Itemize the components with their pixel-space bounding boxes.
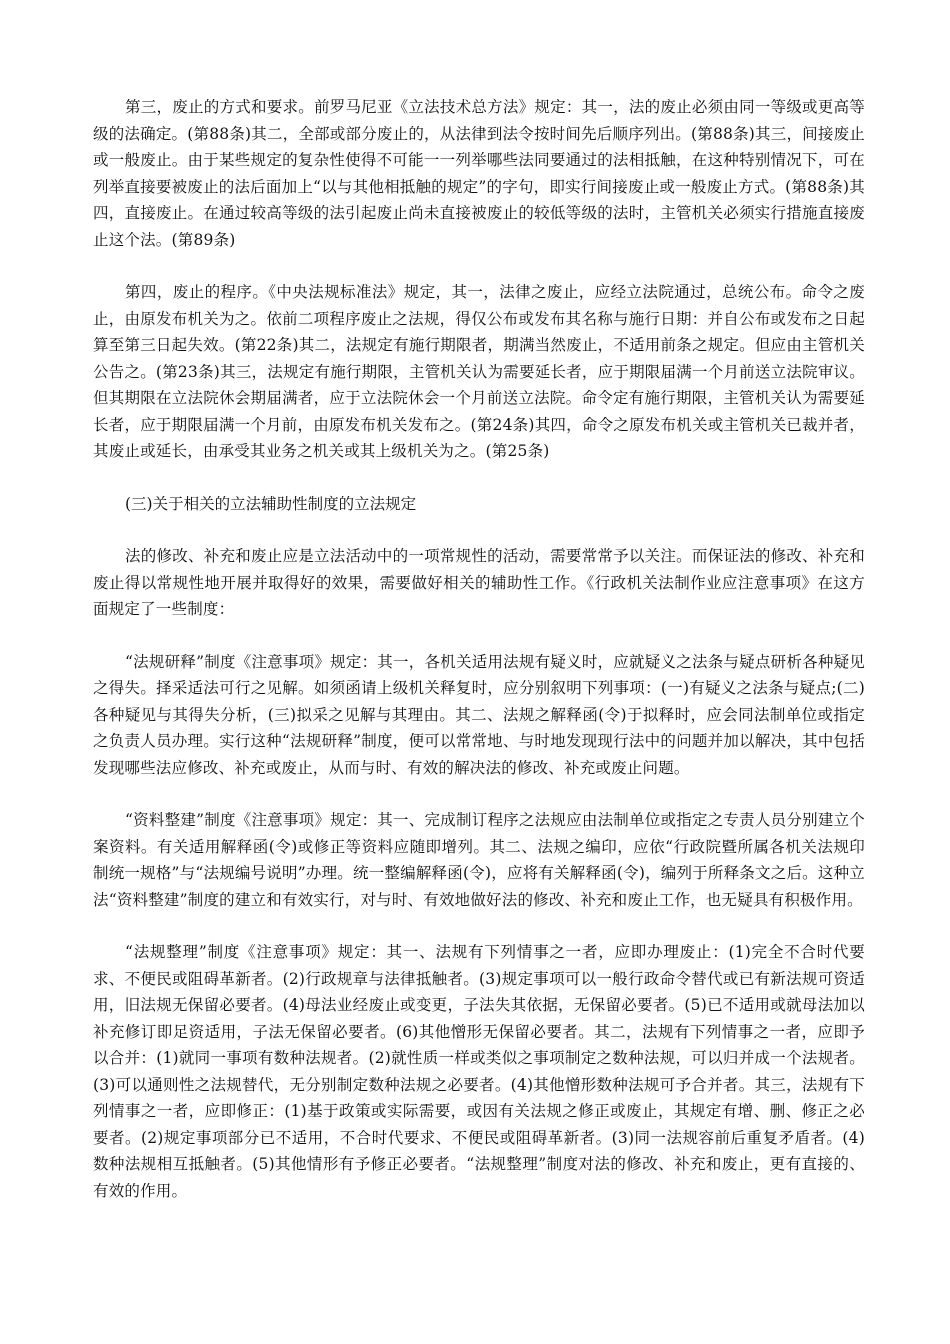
document-page	[93, 94, 865, 1230]
paragraph-data-organization: “资料整建”制度《注意事项》规定：其一、完成制订程序之法规应由法制单位或指定之专责人员分别建立个案资料。有关适用解释函(令)或修正等资料应随即增列。其二、法规之编印，应依“行政院暨所属各机关法规印制统一规格”与“法规编号说明”办理。统一整编解释函(令)，应将有关解释函(令)，编列于所释条文之后。这种立法“资料整建”制度的建立和有效实行，对与时、有效地做好法的修改、补充和废止工作，也无疑具有积极作用。	[93, 811, 865, 909]
paragraph-auxiliary-intro: 法的修改、补充和废止应是立法活动中的一项常规性的活动，需要常常予以关注。而保证法的修改、补充和废止得以常规性地开展并取得好的效果，需要做好相关的辅助性工作。《行政机关法制作业应注意事项》在这方面规定了一些制度：	[93, 547, 865, 618]
paragraph-abolition-procedure: 第四，废止的程序。《中央法规标准法》规定，其一，法律之废止，应经立法院通过，总统公布。命令之废止，由原发布机关为之。依前二项程序废止之法规，得仅公布或发布其名称与施行日期：并自公布或发布之日起算至第三日起失效。(第22条)其二，法规定有施行期限者，期满当然废止，不适用前条之规定。但应由主管机关公告之。(第23条)其三，法规定有施行期限，主管机关认为需要延长者，应于期限届满一个月前送立法院审议。但其期限在立法院休会期届满者，应于立法院休会一个月前送立法院。命令定有施行期限，主管机关认为需要延长者，应于期限届满一个月前，由原发布机关发布之。(第24条)其四，命令之原发布机关或主管机关已裁并者，其废止或延长，由承受其业务之机关或其上级机关为之。(第25条)	[93, 283, 865, 460]
section-heading: (三)关于相关的立法辅助性制度的立法规定	[125, 494, 417, 513]
paragraph-regulation-interpretation: “法规研释”制度《注意事项》规定：其一，各机关适用法规有疑义时，应就疑义之法条与疑点研析各种疑见之得失。择采适法可行之见解。如须函请上级机关释复时，应分别叙明下列事项：(一)有疑义之法条与疑点;(二)各种疑见与其得失分析，(三)拟采之见解与其理由。其二、法规之解释函(令)于拟释时，应会同法制单位或指定之负责人员办理。实行这种“法规研释”制度，便可以常常地、与时地发现现行法中的问题并加以解决，其中包括发现哪些法应修改、补充或废止，从而与时、有效的解决法的修改、补充或废止问题。	[93, 652, 865, 777]
paragraph-abolition-methods: 第三，废止的方式和要求。前罗马尼亚《立法技术总方法》规定：其一，法的废止必须由同一等级或更高等级的法确定。(第88条)其二，全部或部分废止的，从法律到法令按时间先后顺序列出。(第88条)其三，间接废止或一般废止。由于某些规定的复杂性使得不可能一一列举哪些法同要通过的法相抵触，在这种特别情况下，可在列举直接要被废止的法后面加上“以与其他相抵触的规定”的字句，即实行间接废止或一般废止方式。(第88条)其四，直接废止。在通过较高等级的法引起废止尚未直接被废止的较低等级的法时，主管机关必须实行措施直接废止这个法。(第89条)	[93, 98, 865, 249]
paragraph-regulation-cleanup: “法规整理”制度《注意事项》规定：其一、法规有下列情事之一者，应即办理废止：(1)完全不合时代要求、不便民或阻碍革新者。(2)行政规章与法律抵触者。(3)规定事项可以一般行政命令替代或已有新法规可资适用，旧法规无保留必要者。(4)母法业经废止或变更，子法失其依据，无保留必要者。(5)已不适用或就母法加以补充修订即足资适用，子法无保留必要者。(6)其他憎形无保留必要者。其二，法规有下列情事之一者，应即予以合并：(1)就同一事项有数种法规者。(2)就性质一样或类似之事项制定之数种法规，可以归并成一个法规者。(3)可以通则性之法规替代，无分别制定数种法规之必要者。(4)其他憎形数种法规可予合并者。其三，法规有下列情事之一者，应即修正：(1)基于政策或实际需要，或因有关法规之修正或废止，其规定有增、删、修正之必要者。(2)规定事项部分已不适用，不合时代要求、不便民或阻碍革新者。(3)同一法规容前后重复矛盾者。(4)数种法规相互抵触者。(5)其他情形有予修正必要者。“法规整理”制度对法的修改、补充和废止，更有直接的、有效的作用。	[93, 943, 865, 1200]
